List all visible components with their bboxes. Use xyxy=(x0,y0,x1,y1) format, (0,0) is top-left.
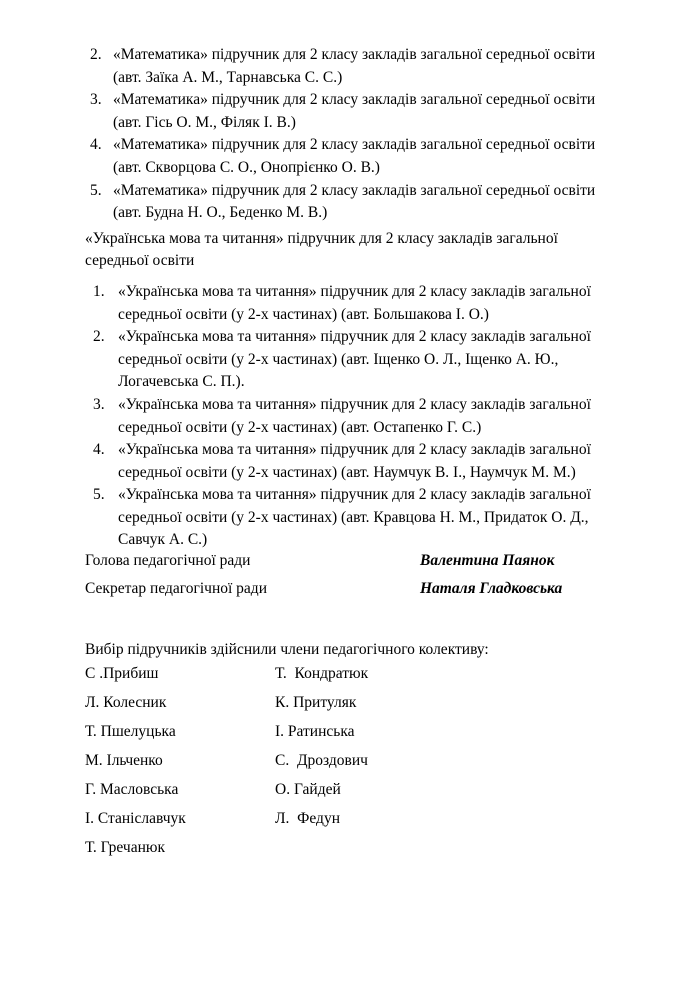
textbook-title-line: «Українська мова та читання» підручник для 2 класу закладів загальної xyxy=(118,441,591,459)
staff-row xyxy=(85,750,660,779)
list-item-number: 2. xyxy=(90,46,102,63)
staff-name: Т. Кондратюк xyxy=(275,664,369,682)
list-item xyxy=(90,44,660,89)
staff-row xyxy=(85,837,660,866)
staff-row xyxy=(85,721,660,750)
textbook-authors-line: (авт. Заїка А. М., Тарнавська С. С.) xyxy=(113,68,343,86)
staff-name: І. Ратинська xyxy=(275,722,355,740)
textbook-authors-line: середньої освіти (у 2-х частинах) (авт. Остапенко Г. С.) xyxy=(118,418,482,436)
staff-row xyxy=(85,692,660,721)
textbook-title-line: «Українська мова та читання» підручник для 2 класу закладів загальної xyxy=(118,395,591,413)
staff-name: І. Станіславчук xyxy=(85,809,186,827)
staff-name: С .Прибиш xyxy=(85,664,159,682)
textbook-authors-line: середньої освіти (у 2-х частинах) (авт. Кравцова Н. М., Придаток О. Д., xyxy=(118,508,589,526)
list-item-body xyxy=(113,89,660,134)
signature-row-secretary xyxy=(85,578,660,601)
staff-name: Т. Пшелуцька xyxy=(85,722,176,740)
list-item xyxy=(90,134,660,179)
textbook-authors-line: середньої освіти (у 2-х частинах) (авт. Наумчук В. І., Наумчук М. М.) xyxy=(118,463,576,481)
list-item xyxy=(90,89,660,134)
textbook-title-line: «Математика» підручник для 2 класу закладів загальної середньої освіти xyxy=(113,181,596,199)
list-item-number: 4. xyxy=(90,136,102,154)
list-item xyxy=(93,326,660,394)
textbook-authors-line: середньої освіти (у 2-х частинах) (авт. Большакова І. О.) xyxy=(118,305,489,323)
list-item-body xyxy=(118,281,660,326)
staff-name: О. Гайдей xyxy=(275,780,341,798)
list-item-body xyxy=(118,484,660,552)
staff-row xyxy=(85,663,660,692)
textbook-title-line: «Математика» підручник для 2 класу закладів загальної середньої освіти xyxy=(113,46,596,63)
staff-name: Т. Гречанюк xyxy=(85,838,165,856)
list-item-body xyxy=(118,326,660,394)
list-item-number: 4. xyxy=(93,441,105,459)
section-heading-line: середньої освіти xyxy=(85,252,195,270)
list-item xyxy=(93,439,660,484)
staff-name: Л. Федун xyxy=(275,809,340,827)
list-item-body xyxy=(118,439,660,484)
textbook-title-line: «Математика» підручник для 2 класу закладів загальної середньої освіти xyxy=(113,136,596,154)
staff-name: С. Дроздович xyxy=(275,751,368,769)
list-item-body xyxy=(113,180,660,225)
section-heading xyxy=(85,228,660,273)
list-item-number: 1. xyxy=(93,282,105,300)
list-item-number: 5. xyxy=(93,486,105,504)
list-item-number: 3. xyxy=(93,395,105,413)
textbook-authors-line: (авт. Будна Н. О., Беденко М. В.) xyxy=(113,204,328,222)
textbook-authors-line: Савчук А. С.) xyxy=(118,531,208,549)
staff-name: М. Ільченко xyxy=(85,751,163,769)
textbook-title-line: «Українська мова та читання» підручник для 2 класу закладів загальної xyxy=(118,282,591,300)
list-item-body xyxy=(113,134,660,179)
signature-name: Наталя Гладковська xyxy=(420,579,563,597)
signature-row-head xyxy=(85,550,660,573)
list-item-number: 2. xyxy=(93,328,105,346)
list-item xyxy=(93,484,660,552)
staff-roster xyxy=(85,663,660,866)
textbook-authors-line: (авт. Скворцова С. О., Онопрієнко О. В.) xyxy=(113,158,380,176)
signature-role: Голова педагогічної ради xyxy=(85,552,251,570)
signature-role: Секретар педагогічної ради xyxy=(85,579,267,597)
list-item-number: 5. xyxy=(90,181,102,199)
list-item xyxy=(90,180,660,225)
textbook-authors-line: Логачевська С. П.). xyxy=(118,373,245,391)
textbook-title-line: «Математика» підручник для 2 класу закладів загальної середньої освіти xyxy=(113,91,596,109)
list-item xyxy=(93,394,660,439)
list-item-body xyxy=(118,394,660,439)
ukrainian-textbook-list xyxy=(93,281,660,552)
textbook-authors-line: середньої освіти (у 2-х частинах) (авт. Іщенко О. Л., Іщенко А. Ю., xyxy=(118,350,559,368)
textbook-authors-line: (авт. Гісь О. М., Філяк І. В.) xyxy=(113,113,296,131)
math-textbook-list xyxy=(90,44,660,225)
section-heading-line: «Українська мова та читання» підручник для 2 класу закладів загальної xyxy=(85,229,558,247)
signature-name: Валентина Паянок xyxy=(420,552,555,570)
list-item xyxy=(93,281,660,326)
textbook-title-line: «Українська мова та читання» підручник для 2 класу закладів загальної xyxy=(118,486,591,504)
staff-name: Л. Колесник xyxy=(85,693,167,711)
list-item-number: 3. xyxy=(90,91,102,109)
list-item-body xyxy=(113,44,660,89)
staff-name: К. Притуляк xyxy=(275,693,357,711)
staff-name: Г. Масловська xyxy=(85,780,179,798)
textbook-title-line: «Українська мова та читання» підручник для 2 класу закладів загальної xyxy=(118,328,591,346)
staff-row xyxy=(85,808,660,837)
selection-note: Вибір підручників здійснили члени педагогічного колективу: xyxy=(85,641,489,659)
staff-row xyxy=(85,779,660,808)
